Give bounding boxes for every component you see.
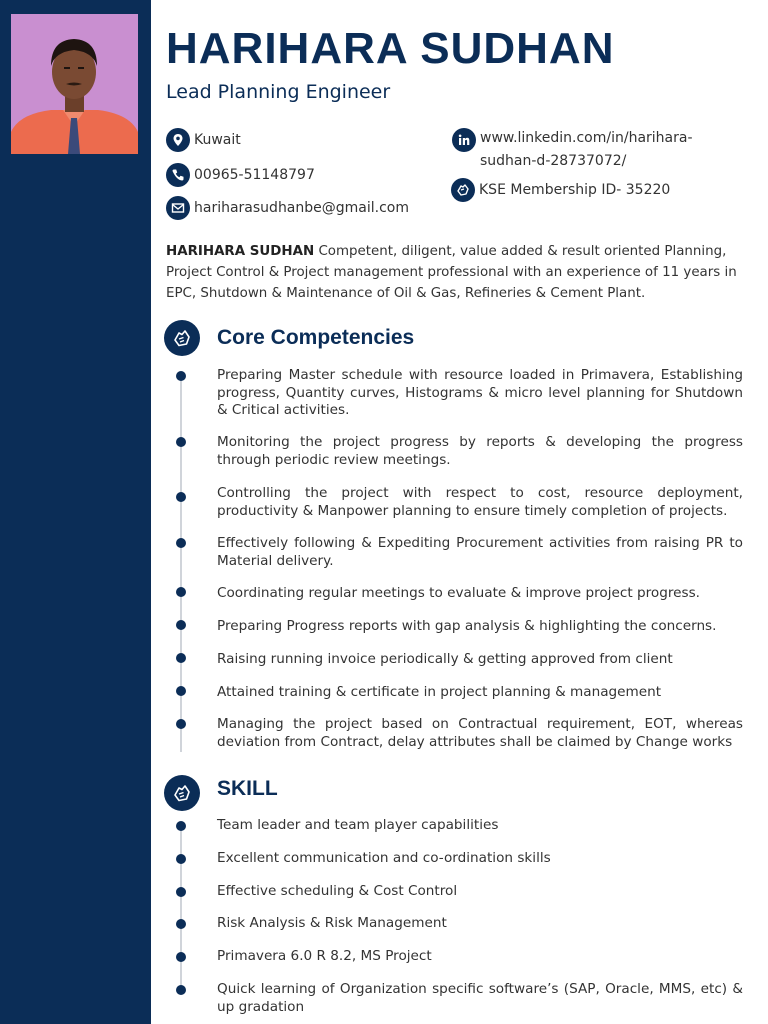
competency-item: Effectively following & Expediting Procurement activities from raising PR to Material delivery. bbox=[217, 535, 743, 569]
competencies-section-icon bbox=[164, 320, 200, 356]
bullet-dot bbox=[176, 719, 186, 729]
competency-item: Coordinating regular meetings to evaluate & improve project progress. bbox=[217, 585, 700, 601]
skill-item: Quick learning of Organization specific software’s (SAP, Oracle, MMS, etc) & up gradation bbox=[217, 981, 743, 1015]
job-title: Lead Planning Engineer bbox=[166, 81, 391, 103]
competency-item: Attained training & certificate in project planning & management bbox=[217, 684, 662, 700]
linkedin-text[interactable]: www.linkedin.com/in/harihara-sudhan-d-28737072/ bbox=[480, 130, 693, 169]
competency-item: Preparing Progress reports with gap analysis & highlighting the concerns. bbox=[217, 618, 717, 634]
bullet-dot bbox=[176, 538, 186, 548]
portrait-image bbox=[11, 14, 138, 154]
candidate-name: HARIHARA SUDHAN bbox=[166, 24, 615, 73]
skill-heading: SKILL bbox=[217, 777, 278, 800]
phone-icon bbox=[166, 163, 190, 187]
linkedin-icon bbox=[452, 128, 476, 152]
skill-item: Excellent communication and co-ordination skills bbox=[217, 850, 551, 866]
bullet-dot bbox=[176, 587, 186, 597]
contact-phone bbox=[166, 163, 315, 187]
bullet-dot bbox=[176, 620, 186, 630]
bullet-dot bbox=[176, 821, 186, 831]
skill-item: Primavera 6.0 R 8.2, MS Project bbox=[217, 948, 432, 964]
location-text: Kuwait bbox=[194, 132, 241, 148]
membership-text: KSE Membership ID- 35220 bbox=[479, 182, 671, 198]
location-pin-icon bbox=[166, 128, 190, 152]
bullet-dot bbox=[176, 952, 186, 962]
phone-text: 00965-51148797 bbox=[194, 167, 315, 183]
bullet-dot bbox=[176, 919, 186, 929]
skill-section-icon bbox=[164, 775, 200, 811]
competency-item: Monitoring the project progress by reports & developing the progress through periodic review meetings. bbox=[217, 434, 743, 468]
bullet-dot bbox=[176, 854, 186, 864]
badge-icon bbox=[451, 178, 475, 202]
competencies-heading: Core Competencies bbox=[217, 326, 415, 349]
contact-membership bbox=[451, 178, 670, 202]
skill-item: Team leader and team player capabilities bbox=[217, 817, 499, 833]
skill-timeline bbox=[180, 824, 182, 992]
bullet-dot bbox=[176, 686, 186, 696]
summary-text: Competent, diligent, value added & result oriented Planning, Project Control & Project management professional with an experience of 11 years in EPC, Shutdown & Maintenance of Oil & Gas, Refineries & Cement Plant. bbox=[166, 244, 737, 301]
bullet-dot bbox=[176, 371, 186, 381]
competency-item: Raising running invoice periodically & getting approved from client bbox=[217, 651, 673, 667]
skill-item: Effective scheduling & Cost Control bbox=[217, 883, 458, 899]
competency-item: Preparing Master schedule with resource loaded in Primavera, Establishing progress, Quantity curves, Histograms & micro level planning for Shutdown & Critical activities. bbox=[217, 367, 743, 418]
skill-item: Risk Analysis & Risk Management bbox=[217, 915, 447, 931]
contact-location bbox=[166, 128, 241, 152]
contact-email bbox=[166, 196, 409, 220]
competency-item: Managing the project based on Contractual requirement, EOT, whereas deviation from Contract, delay attributes shall be claimed by Change works bbox=[217, 716, 743, 750]
contact-linkedin bbox=[452, 128, 710, 173]
bullet-dot bbox=[176, 887, 186, 897]
profile-summary bbox=[166, 241, 746, 304]
summary-lead: HARIHARA SUDHAN bbox=[166, 244, 315, 259]
bullet-dot bbox=[176, 437, 186, 447]
email-text[interactable]: hariharasudhanbe@gmail.com bbox=[194, 200, 409, 216]
bullet-dot bbox=[176, 492, 186, 502]
competency-item: Controlling the project with respect to cost, resource deployment, productivity & Manpower planning to ensure timely completion of projects. bbox=[217, 485, 743, 519]
bullet-dot bbox=[176, 653, 186, 663]
profile-photo bbox=[11, 14, 138, 154]
bullet-dot bbox=[176, 985, 186, 995]
email-icon bbox=[166, 196, 190, 220]
